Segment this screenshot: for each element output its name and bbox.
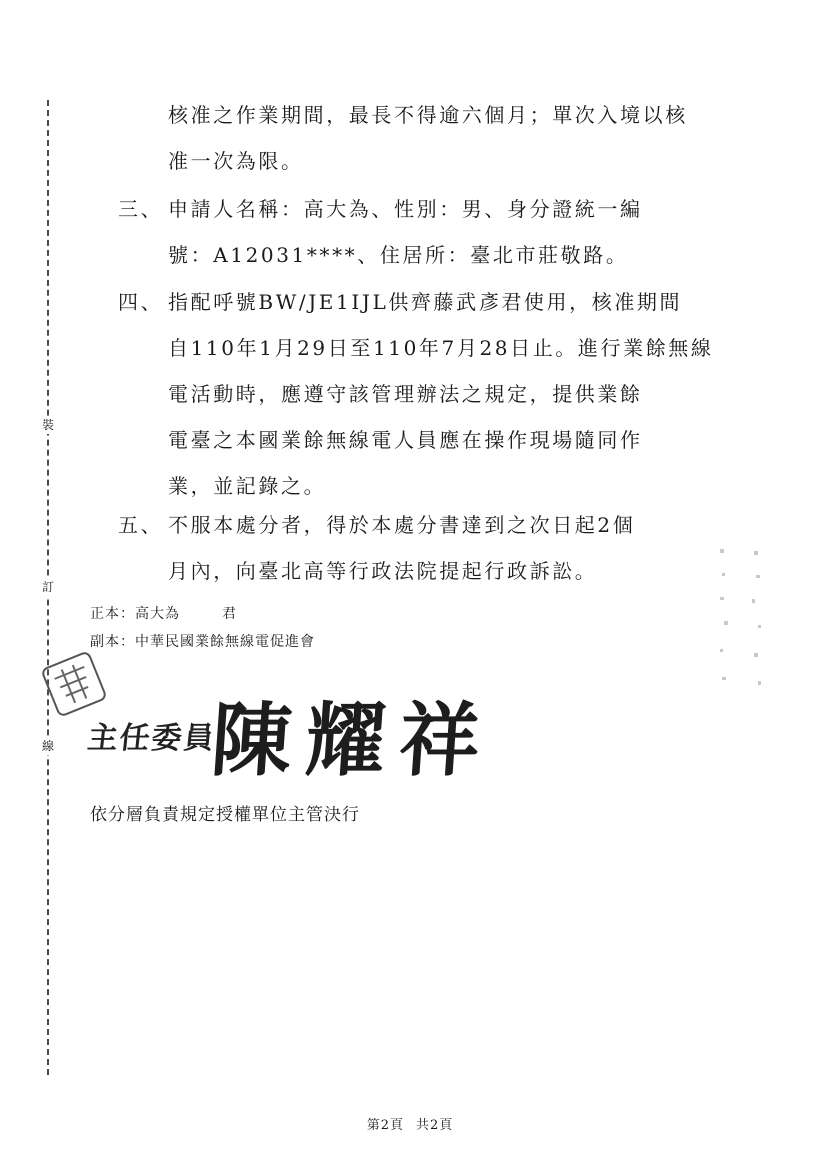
clause-line: 准一次為限。 (168, 149, 304, 173)
clause-line: 申請人名稱：高大為、性別：男、身分證統一編 (168, 197, 643, 221)
original-copy-row (90, 600, 315, 628)
page-total: 共2頁 (416, 1118, 454, 1133)
clause-line: 業，並記錄之。 (168, 474, 327, 498)
clause-line: 電活動時，應遵守該管理辦法之規定，提供業餘 (168, 382, 643, 406)
clause-line: 月內，向臺北高等行政法院提起行政訴訟。 (168, 559, 598, 583)
clause-number: 四、 (118, 290, 164, 314)
original-copy-label: 正本： (90, 606, 135, 622)
page-current: 第2頁 (366, 1118, 404, 1133)
authority-note: 依分層負責規定授權單位主管決行 (90, 805, 360, 825)
clause-line: 不服本處分者，得於本處分書達到之次日起2個 (168, 513, 636, 537)
signature-name: 陳耀祥 (208, 694, 497, 787)
clause-number: 五、 (118, 513, 164, 537)
duplicate-copy-label: 副本： (90, 634, 135, 650)
duplicate-copy-recipient: 中華民國業餘無線電促進會 (135, 634, 315, 650)
binding-char-zhuang: 裝 (41, 418, 54, 432)
page-number (0, 1114, 820, 1133)
clause-number: 三、 (118, 197, 164, 221)
duplicate-copy-row (90, 628, 315, 656)
scan-artifact (714, 545, 774, 695)
clause-line: 核准之作業期間，最長不得逾六個月；單次入境以核 (168, 103, 688, 127)
clause-line: 號：A12031****、住居所：臺北市莊敬路。 (168, 243, 629, 267)
copies-block (90, 600, 315, 656)
original-copy-honorific: 君 (222, 606, 237, 622)
clause-line: 電臺之本國業餘無線電人員應在操作現場隨同作 (168, 428, 643, 452)
clause-line: 指配呼號BW/JE1IJL供齊藤武彥君使用，核准期間 (168, 290, 683, 314)
binding-char-ding: 訂 (41, 580, 54, 594)
clause-line: 自110年1月29日至110年7月28日止。進行業餘無線 (168, 336, 714, 360)
original-copy-recipient: 高大為 (135, 606, 180, 622)
signature-title: 主任委員 (85, 721, 218, 756)
binding-char-xian: 線 (41, 739, 54, 753)
